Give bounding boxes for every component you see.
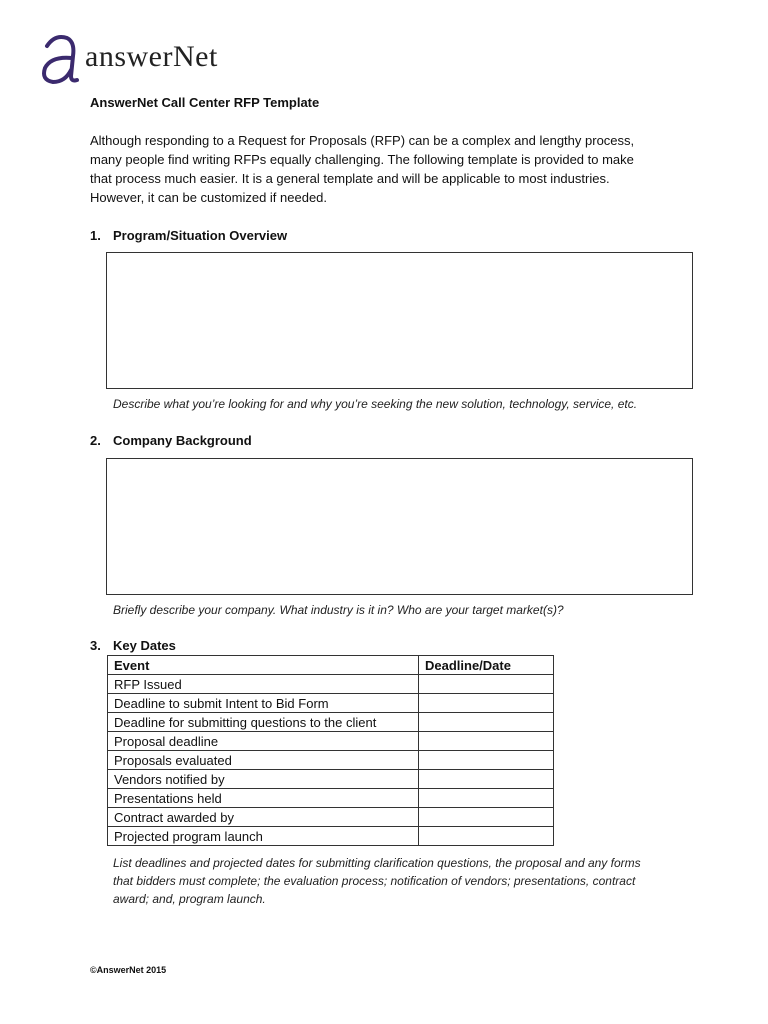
date-cell[interactable] — [419, 713, 554, 732]
date-cell[interactable] — [419, 751, 554, 770]
event-cell: Proposal deadline — [108, 732, 419, 751]
event-cell: Deadline for submitting questions to the client — [108, 713, 419, 732]
table-row — [108, 751, 554, 770]
hint-line: that bidders must complete; the evaluation process; notification of vendors; presentations, contract — [113, 874, 636, 888]
event-cell: Vendors notified by — [108, 770, 419, 789]
column-header-deadline: Deadline/Date — [419, 656, 554, 675]
date-cell[interactable] — [419, 675, 554, 694]
event-cell: RFP Issued — [108, 675, 419, 694]
section-title: Program/Situation Overview — [113, 228, 288, 243]
date-cell[interactable] — [419, 808, 554, 827]
table-row — [108, 827, 554, 846]
date-cell[interactable] — [419, 770, 554, 789]
event-cell: Projected program launch — [108, 827, 419, 846]
key-dates-table — [107, 655, 554, 846]
section-title: Key Dates — [113, 638, 176, 653]
table-row — [108, 808, 554, 827]
company-background-input-box[interactable] — [106, 458, 693, 595]
answernet-logo — [37, 32, 217, 88]
program-overview-hint — [113, 395, 683, 413]
answernet-a-mark-icon — [37, 32, 85, 88]
intro-line: Although responding to a Request for Proposals (RFP) can be a complex and lengthy process, — [90, 133, 635, 148]
intro-line: However, it can be customized if needed. — [90, 190, 328, 205]
logo-wordmark: answerNet — [85, 40, 218, 73]
section-heading-key-dates — [90, 638, 176, 653]
section-title: Company Background — [113, 433, 252, 448]
section-number: 2. — [90, 433, 101, 448]
hint-line: award; and, program launch. — [113, 892, 266, 906]
key-dates-hint — [113, 854, 683, 908]
intro-line: many people find writing RFPs equally challenging. The following template is provided to make — [90, 152, 634, 167]
column-header-event: Event — [108, 656, 419, 675]
section-heading-program-overview — [90, 228, 287, 243]
table-row — [108, 694, 554, 713]
hint-line: Describe what you’re looking for and why you’re seeking the new solution, technology, service, etc. — [113, 397, 638, 411]
copyright-footer: ©AnswerNet 2015 — [90, 965, 167, 975]
hint-line: Briefly describe your company. What industry is it in? Who are your target market(s)? — [113, 603, 564, 617]
intro-line: that process much easier. It is a general template and will be applicable to most industries. — [90, 171, 610, 186]
program-overview-input-box[interactable] — [106, 252, 693, 389]
date-cell[interactable] — [419, 789, 554, 808]
event-cell: Presentations held — [108, 789, 419, 808]
event-cell: Deadline to submit Intent to Bid Form — [108, 694, 419, 713]
company-background-hint — [113, 601, 683, 619]
table-row — [108, 789, 554, 808]
table-header-row — [108, 656, 554, 675]
table-row — [108, 770, 554, 789]
document-title: AnswerNet Call Center RFP Template — [90, 95, 320, 110]
table-row — [108, 713, 554, 732]
table-row — [108, 675, 554, 694]
hint-line: List deadlines and projected dates for submitting clarification questions, the proposal and any forms — [113, 856, 641, 870]
section-number: 1. — [90, 228, 101, 243]
event-cell: Contract awarded by — [108, 808, 419, 827]
section-heading-company-background — [90, 433, 252, 448]
date-cell[interactable] — [419, 732, 554, 751]
date-cell[interactable] — [419, 694, 554, 713]
event-cell: Proposals evaluated — [108, 751, 419, 770]
date-cell[interactable] — [419, 827, 554, 846]
section-number: 3. — [90, 638, 101, 653]
table-row — [108, 732, 554, 751]
intro-paragraph — [90, 131, 690, 207]
